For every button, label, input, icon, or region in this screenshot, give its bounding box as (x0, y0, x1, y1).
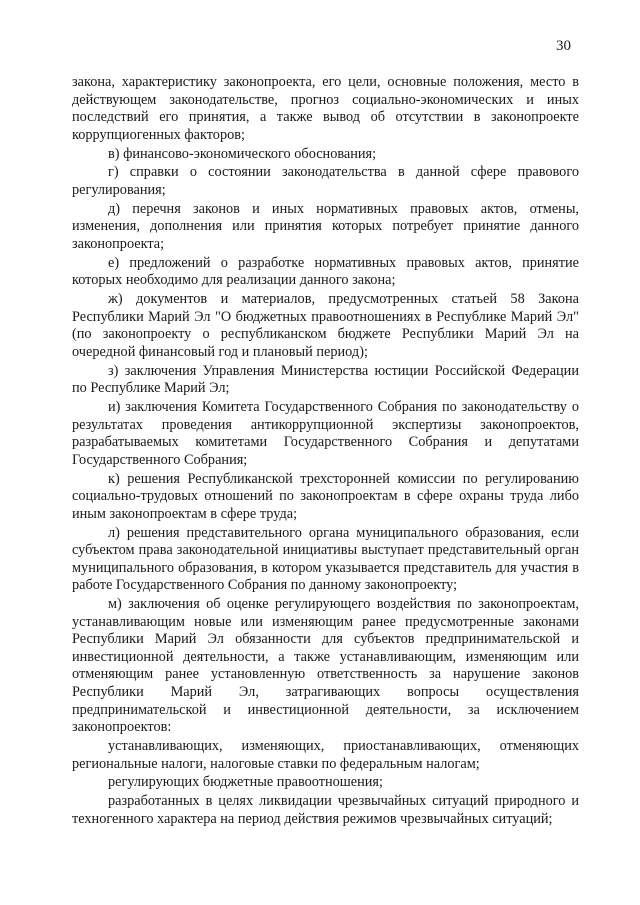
paragraph-exception-budget: регулирующих бюджетные правоотношения; (108, 774, 383, 791)
paragraph-continuation: закона, характеристику законопроекта, его цели, основные положения, место в действующем законодательстве, прогноз социально-экономических и иных последствий его принятия, а также вывод об отсутствии в законопроекте коррупциогенных факторов; (72, 74, 579, 143)
paragraph-item-z: з) заключения Управления Министерства юстиции Российской Федерации по Республике Марий Эл; (72, 362, 579, 397)
paragraph-item-g: г) справки о состоянии законодательства в данной сфере правового регулирования; (72, 164, 579, 198)
paragraph-item-zh: ж) документов и материалов, предусмотренных статьей 58 Закона Республики Марий Эл "О бюджетных правоотношениях в Республике Марий Эл" (по законопроекту о республиканском бюджете Республики Марий Эл на очередной финансовый год и плановый период); (72, 291, 579, 360)
paragraph-item-v: в) финансово-экономического обоснования; (108, 145, 377, 162)
paragraph-item-i: и) заключения Комитета Государственного Собрания по законодательству о результатах проведения антикоррупционной экспертизы законопроектов, разрабатываемых комитетами Государственного Собрания и депутатами Государственного Собрания; (72, 399, 579, 468)
paragraph-item-k: к) решения Республиканской трехсторонней комиссии по регулированию социально-трудовых отношений по законопроектам в сфере охраны труда либо иным законопроектам в сфере труда; (72, 470, 579, 522)
page-number: 30 (556, 38, 571, 54)
paragraph-item-l: л) решения представительного органа муниципального образования, если субъектом права законодательной инициативы выступает представительный орган муниципального образования, в котором указывается представитель для участия в работе Государственного Собрания по данному законопроекту; (72, 524, 579, 594)
paragraph-exception-taxes: устанавливающих, изменяющих, приостанавливающих, отменяющих региональные налоги, налоговые ставки по федеральным налогам; (72, 738, 579, 772)
paragraph-item-m: м) заключения об оценке регулирующего воздействия по законопроектам, устанавливающим новые или изменяющим ранее предусмотренные законами Республики Марий Эл обязанности для субъектов предпринимательской и инвестиционной деятельности, а также устанавливающим, изменяющим или отменяющим ранее установленную ответственность за нарушение законов Республики Марий Эл, затрагивающих вопросы осуществления предпринимательской и инвестиционной деятельности, за исключением законопроектов: (72, 596, 579, 736)
paragraph-exception-emergency: разработанных в целях ликвидации чрезвычайных ситуаций природного и техногенного характера на период действия режимов чрезвычайных ситуаций; (72, 793, 579, 827)
paragraph-item-d: д) перечня законов и иных нормативных правовых актов, отмены, изменения, дополнения или принятия которых потребует принятие данного законопроекта; (72, 200, 579, 252)
paragraph-item-e: е) предложений о разработке нормативных правовых актов, принятие которых необходимо для реализации данного закона; (72, 254, 579, 289)
document-body (72, 74, 579, 830)
